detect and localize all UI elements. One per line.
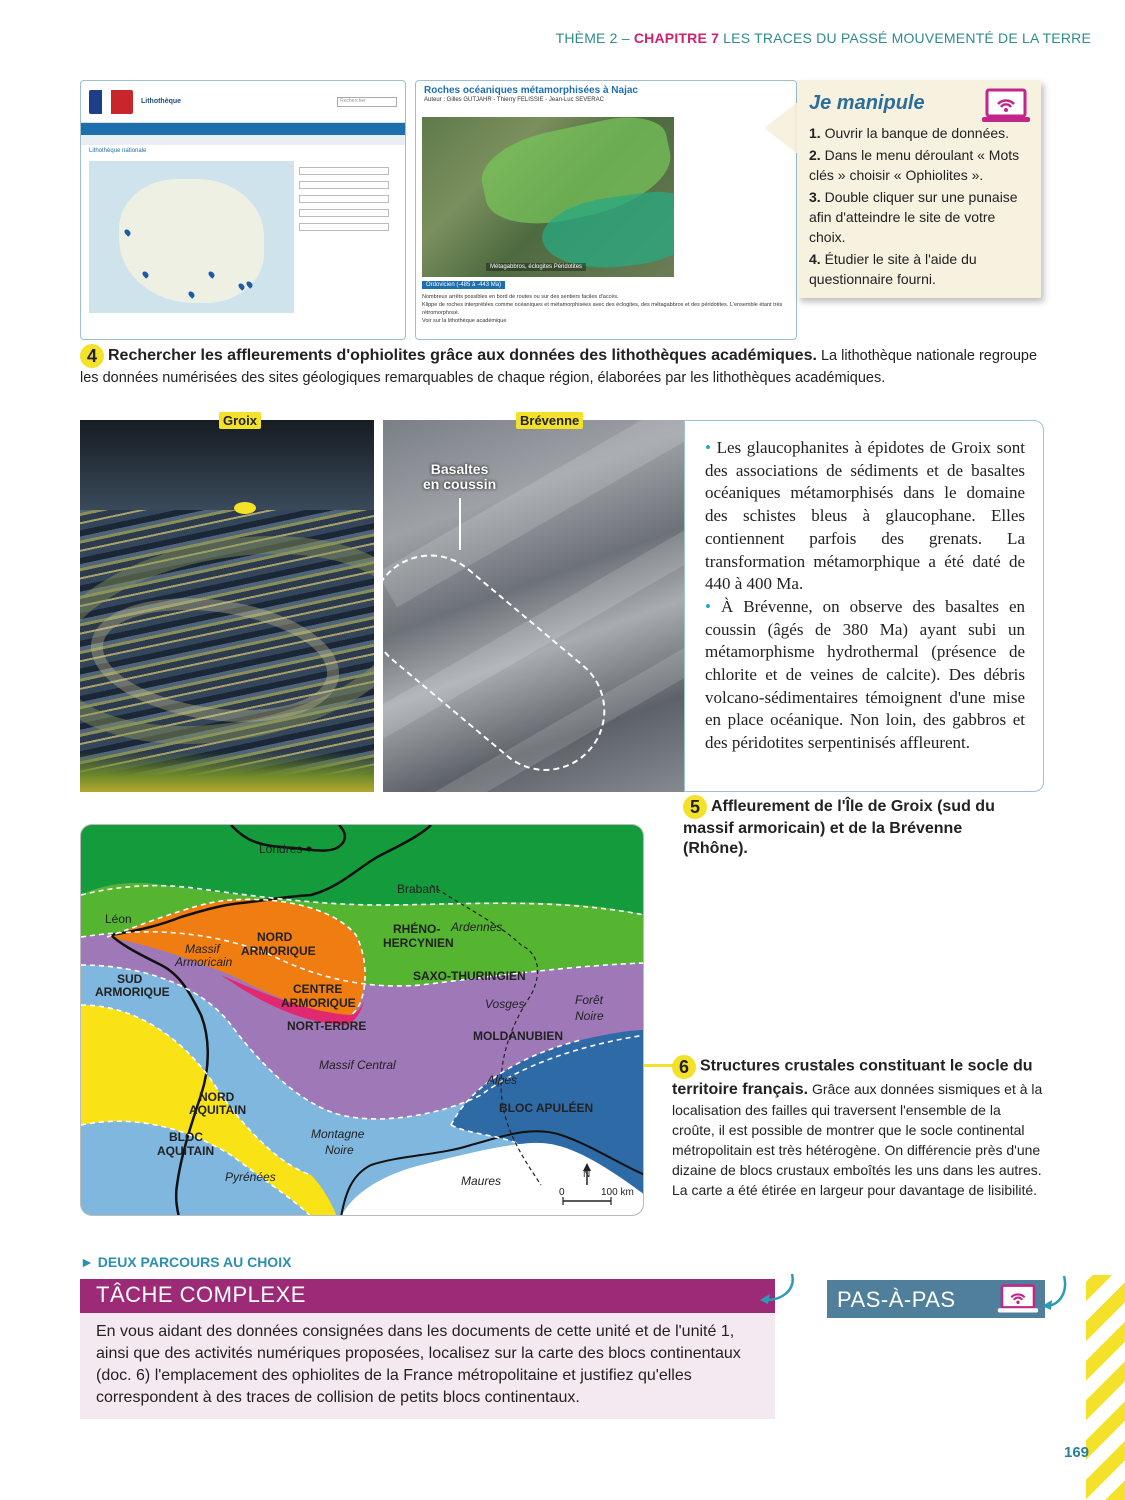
map-label-vosges: Vosges xyxy=(485,997,525,1011)
tache-complexe-text: En vous aidant des données consignées dans les documents de cette unité et de l'unité 1, ainsi que des activités numériques proposées, localisez sur la carte des blocs continentaux (doc. 6) l'emplacement des ophiolites de la France métropolitaine et justifiez qu'elles correspondent à des traces de collision de petits blocs continentaux. xyxy=(80,1313,775,1419)
doc4-caption-text: La lithothèque nationale regroupe les données numérisées des sites géologiques remarquables de chaque région, élaborées par les lithothèques académiques. xyxy=(80,347,1038,386)
map-label-leon: Léon xyxy=(105,912,132,926)
najac-authors: Auteur : Gilles GUTJAHR - Thierry FELISSIE - Jean-Luc SEVERAC xyxy=(424,97,604,103)
laptop-wifi-icon xyxy=(981,88,1031,124)
pas-a-pas-title: PAS-À-PAS xyxy=(827,1280,1045,1318)
crustal-blocks-map xyxy=(80,824,644,1216)
najac-description: Nombreux arrêts possibles en bord de routes ou sur des sentiers faciles d'accès. Klippe de roches interprétées comme océaniques et métamorphisées avec des éclogites, des métagabbros et des péridotites. L'ensemble étant très rétromorphosé. Voir sur la lithothèque académique xyxy=(422,294,783,324)
map-label-alpes: Alpes xyxy=(487,1073,518,1087)
brevenne-paragraph: • À Brévenne, on observe des basaltes en coussin (âgés de 380 Ma) ayant subi un métamorphisme hydrothermal (présence de chlorite et de veines de calcite). Des débris volcano-sédimentaires témoignent d'une mise en place océanique. Non loin, des gabbros et des péridotites serpentinisés affleurent. xyxy=(705,596,1025,753)
map-label-bloc-aq-1: BLOC xyxy=(169,1130,203,1144)
map-label-massif-central: Massif Central xyxy=(319,1058,396,1072)
manipule-steps xyxy=(809,123,1029,289)
curved-arrow-icon xyxy=(752,1270,798,1306)
map-label-rheno-2: HERCYNIEN xyxy=(383,936,454,950)
manipule-step: 1. Ouvrir la banque de données. xyxy=(809,125,1010,141)
lithotheque-site-title: Lithothèque xyxy=(141,98,182,105)
header-title: LES TRACES DU PASSÉ MOUVEMENTÉ DE LA TERRE xyxy=(723,30,1091,46)
map-label-maures: Maures xyxy=(461,1174,502,1188)
map-label-bloc-aq-2: AQUITAIN xyxy=(157,1144,215,1158)
doc6-caption-title: Structures crustales constituant le socle du territoire français. xyxy=(672,1057,1033,1098)
header-chapter: CHAPITRE 7 xyxy=(633,30,720,46)
doc5-caption: 5 Affleurement de l'Île de Groix (sud du massif armoricain) et de la Brévenne (Rhône). xyxy=(683,797,995,857)
groix-paragraph: • Les glaucophanites à épidotes de Groix sont des associations de sédiments et de basaltes océaniques métamorphisés dans le domaine des schistes bleus à glaucophane. Elles contiennent parfois des grenats. La transformation métamorphique a été daté de 440 à 400 Ma. xyxy=(705,438,1026,594)
doc6-number-badge: 6 xyxy=(672,1055,696,1079)
map-label-sud-arm-1: SUD xyxy=(117,972,143,986)
pillow-basalt-label: Basaltes en coussin xyxy=(423,461,497,492)
map-label-saxo: SAXO-THURINGIEN xyxy=(413,969,526,983)
manipule-step: 2. Dans le menu déroulant « Mots clés » choisir « Ophiolites ». xyxy=(809,147,1020,183)
map-label-nord-arm-1: NORD xyxy=(257,930,293,944)
academy-logo xyxy=(89,90,133,114)
doc4-number-badge: 4 xyxy=(80,344,104,368)
map-label-nort-erdre: NORT-ERDRE xyxy=(287,1019,367,1033)
manipule-pointer xyxy=(764,102,798,154)
groix-rock-photo xyxy=(80,420,374,792)
map-label-ardennes: Ardennes xyxy=(451,920,503,934)
decorative-stripes xyxy=(1086,1275,1125,1500)
najac-age: Ordovicien (-485 à -443 Ma) xyxy=(422,281,505,289)
lithotheque-map-heading: Lithothèque nationale xyxy=(89,148,147,154)
lithotheque-subnav xyxy=(81,135,405,145)
lithotheque-filter-form xyxy=(299,161,389,237)
france-map-thumbnail xyxy=(89,161,294,313)
doc6-caption-text: Grâce aux données sismiques et à la localisation des failles qui traversent l'ensemble de la croûte, il est possible de montrer que le socle continental métropolitain est très hétérogène. On différencie près d'une dizaine de blocs crustaux emboîtés les uns dans les autres. La carte a été étirée en largeur pour davantage de lisibilité. xyxy=(672,1081,1043,1198)
header-theme: THÈME 2 – xyxy=(555,30,630,46)
manipule-title: Je manipule xyxy=(809,92,925,114)
manipule-step: 4. Étudier le site à l'aide du questionnaire fourni. xyxy=(809,251,977,287)
map-label-montagne-2: Noire xyxy=(325,1143,354,1157)
map-label-moldanubien: MOLDANUBIEN xyxy=(473,1029,563,1043)
running-header xyxy=(556,30,1091,46)
najac-legend: Métagabbros, éclogites Péridotites xyxy=(486,263,586,271)
manipule-step: 3. Double cliquer sur une punaise afin d'atteindre le site de votre choix. xyxy=(809,189,1018,245)
page-number: 169 xyxy=(1064,1444,1090,1461)
groix-tag: Groix xyxy=(219,412,261,429)
je-manipule-box xyxy=(797,80,1041,298)
doc4-caption-title: Rechercher les affleurements d'ophiolites grâce aux données des lithothèques académiques. xyxy=(108,346,817,364)
brevenne-rock-photo xyxy=(383,420,684,792)
parcours-heading: ► DEUX PARCOURS AU CHOIX xyxy=(80,1254,292,1270)
map-label-nord-aq-2: AQUITAIN xyxy=(189,1103,247,1117)
tache-complexe-title: TÂCHE COMPLEXE xyxy=(80,1279,775,1313)
doc4-caption xyxy=(80,344,1040,388)
doc5-number-badge: 5 xyxy=(683,795,707,819)
lithotheque-topbar xyxy=(81,81,405,123)
map-label-nord-arm-2: ARMORIQUE xyxy=(241,944,316,958)
najac-aerial-photo xyxy=(422,117,674,277)
map-label-centre-arm-1: CENTRE xyxy=(293,982,343,996)
map-label-foret-2: Noire xyxy=(575,1009,604,1023)
map-label-bloc-apuleen: BLOC APULÉEN xyxy=(499,1101,594,1115)
curved-arrow-icon xyxy=(1040,1272,1070,1312)
lithotheque-screenshot xyxy=(80,80,406,340)
scale-label-100: 100 km xyxy=(601,1187,634,1198)
lithotheque-navbar xyxy=(81,123,405,135)
lithotheque-search-input: Rechercher xyxy=(337,97,397,107)
brevenne-tag: Brévenne xyxy=(516,412,583,429)
map-label-centre-arm-2: ARMORIQUE xyxy=(281,996,356,1010)
map-label-pyrenees: Pyrénées xyxy=(225,1170,276,1184)
map-label-montagne-1: Montagne xyxy=(311,1127,365,1141)
north-label: N xyxy=(583,1169,591,1180)
map-label-massif-arm-1: Massif xyxy=(185,942,220,956)
lithotheque-body xyxy=(81,145,405,335)
map-label-rheno-1: RHÉNO- xyxy=(393,922,441,936)
map-label-brabant: Brabant xyxy=(397,882,440,896)
map-label-massif-arm-2: Armoricain xyxy=(175,955,233,969)
najac-title: Roches océaniques métamorphisées à Najac xyxy=(424,85,638,96)
najac-site-screenshot xyxy=(415,80,797,340)
scale-label-0: 0 xyxy=(559,1187,565,1198)
map-label-londres: Londres xyxy=(259,842,303,856)
map-label-foret-1: Forêt xyxy=(575,993,604,1007)
laptop-wifi-icon xyxy=(997,1283,1039,1315)
doc6-caption xyxy=(672,1055,1047,1200)
doc5-text-box xyxy=(684,420,1044,792)
map-label-sud-arm-2: ARMORIQUE xyxy=(95,985,170,999)
pillow-basalt-outline xyxy=(383,530,630,792)
map-label-nord-aq-1: NORD xyxy=(199,1090,235,1104)
